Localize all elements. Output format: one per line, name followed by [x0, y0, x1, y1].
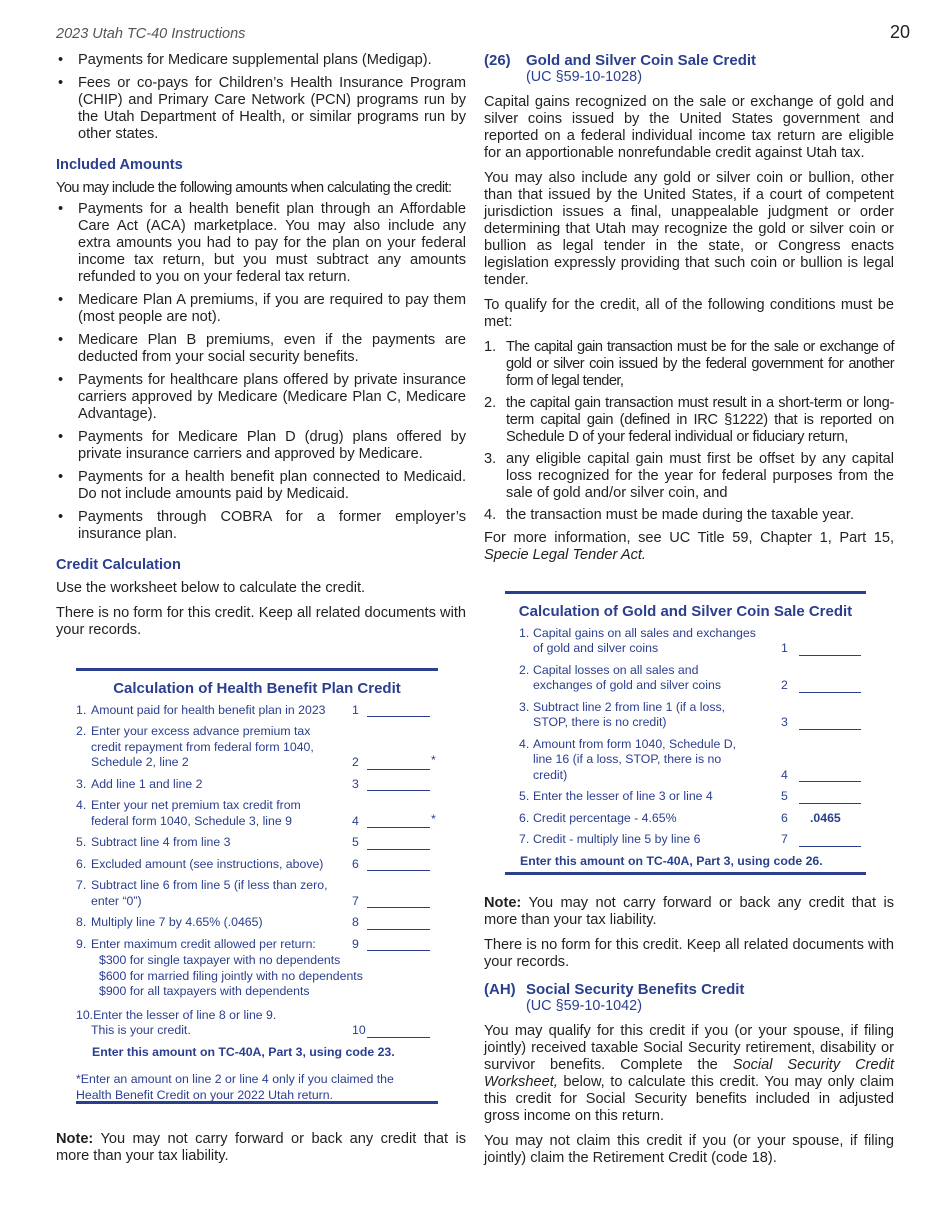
worksheet-line-number: 1. [76, 702, 87, 717]
worksheet-line-5 [505, 789, 866, 805]
worksheet-line-text: This is your credit. [91, 1023, 191, 1037]
list-item: • Payments for healthcare plans offered by private insurance carriers approved by Medicare (Medicare Plan C, Medicare Advantage). [56, 372, 466, 423]
worksheet-line-text: Add line 1 and line 2 [91, 776, 203, 791]
gold-silver-worksheet [505, 591, 866, 875]
list-item: • Payments for a health benefit plan through an Affordable Care Act (ACA) marketplace. You may also include any extra amounts you had to pay for the plan on your federal income tax return, but you must subtract any amounts refunded to you on your federal tax return. [56, 201, 466, 286]
worksheet-line-2 [76, 724, 438, 771]
credit-calc-paragraph: There is no form for this credit. Keep all related documents with your records. [56, 605, 466, 638]
worksheet-line-number: 1. [519, 625, 530, 640]
worksheet-line-text: Amount from form 1040, Schedule D, line 16 (if a loss, STOP, there is no credit) [533, 736, 736, 782]
list-item: • Fees or co-pays for Children’s Health Insurance Program (CHIP) and Primary Care Network (PCN) programs run by the Utah Department of Health, or similar programs run by other states. [56, 75, 466, 143]
list-item: 3. any eligible capital gain must first be offset by any capital loss recognized for the year for federal purposes from the sale of gold and/or silver coin, and [484, 451, 894, 501]
worksheet-line-label: 7 [781, 832, 788, 846]
worksheet-line-10 [76, 1008, 438, 1039]
worksheet-entry-blank[interactable] [367, 837, 430, 850]
credit-calc-paragraph: Use the worksheet below to calculate the credit. [56, 580, 366, 596]
right-lower [484, 895, 894, 1175]
worksheet-line-label: 9 [352, 936, 359, 951]
gold-paragraph: You may also include any gold or silver coin or bullion, other than that issued by the United States, if a court of competent jurisdiction issues a final, unappealable judgment or order determining that Utah may recognize the gold or silver coin or bullion as legal tender in the state, or Congress enacts legislation expressly providing that such coin or bullion is legal tender. [484, 170, 894, 288]
worksheet-line-label: 4 [352, 813, 359, 828]
list-item: • Payments for Medicare Plan D (drug) plans offered by private insurance carriers and approved by Medicare. [56, 429, 466, 463]
gold-paragraph: To qualify for the credit, all of the following conditions must be met: [484, 297, 894, 330]
worksheet-line-number: 4. [76, 798, 87, 812]
list-item: • Medicare Plan B premiums, even if the payments are deducted from your social security benefits. [56, 332, 466, 366]
worksheet-title: Calculation of Gold and Silver Coin Sale Credit [518, 603, 853, 620]
worksheet-line-text: Credit percentage - 4.65% [533, 810, 677, 825]
worksheet-line-number: 2. [519, 662, 530, 677]
worksheet-sub-text: $600 for married filing jointly with no dependents [99, 968, 363, 983]
worksheet-line-text: Enter your net premium tax credit from federal form 1040, Schedule 3, line 9 [91, 798, 301, 828]
worksheet-line-number: 3. [519, 699, 530, 714]
section-title: Gold and Silver Coin Sale Credit [526, 52, 757, 69]
health-benefit-worksheet [76, 668, 438, 1104]
included-bullet-list [56, 201, 466, 543]
ss-paragraph: You may not claim this credit if you (or your spouse, if filing jointly) claim the Retirement Credit (code 18). [484, 1133, 894, 1166]
worksheet-line-9-sub [76, 953, 438, 1000]
worksheet-title: Calculation of Health Benefit Plan Credit [113, 680, 401, 697]
worksheet-line-number: 5. [76, 835, 87, 849]
worksheet-line-label: 10 [352, 1023, 366, 1037]
worksheet-line-number: 6. [76, 856, 87, 871]
worksheet-line-number: 7. [76, 878, 87, 892]
excluded-bullet-list [56, 52, 466, 143]
note-label: Note: [56, 1131, 94, 1147]
worksheet-entry-blank[interactable] [367, 858, 430, 871]
worksheet-entry-blank[interactable] [367, 895, 430, 908]
worksheet-line-number: 7. [519, 832, 530, 846]
worksheet-value: .0465 [810, 810, 841, 825]
worksheet-line-4 [76, 798, 438, 829]
worksheet-line-text: Enter the lesser of line 8 or line 9. [93, 1007, 277, 1022]
worksheet-line-label: 1 [352, 702, 359, 717]
worksheet-entry-blank[interactable] [367, 917, 430, 930]
worksheet-line-label: 5 [781, 789, 788, 803]
worksheet-reference: Social Security Credit Worksheet, [484, 1057, 894, 1090]
worksheet-sub-text: $900 for all taxpayers with dependents [99, 984, 310, 998]
no-form-paragraph: There is no form for this credit. Keep all related documents with your records. [484, 937, 894, 970]
worksheet-entry-blank[interactable] [367, 815, 430, 828]
worksheet-line-text: Subtract line 6 from line 5 (if less than zero, enter “0”) [91, 878, 328, 908]
worksheet-entry-blank[interactable] [799, 717, 861, 730]
section-code: (AH) [484, 981, 516, 998]
worksheet-line-label: 5 [352, 835, 359, 849]
worksheet-footnote: *Enter an amount on line 2 or line 4 only if you claimed the Health Benefit Credit on your 2022 Utah return. [76, 1072, 394, 1102]
left-note [56, 1131, 466, 1165]
worksheet-line-2 [505, 663, 866, 694]
worksheet-entry-blank[interactable] [367, 778, 430, 791]
worksheet-line-number: 8. [76, 915, 87, 929]
worksheet-line-label: 1 [781, 641, 788, 655]
worksheet-entry-blank[interactable] [799, 680, 861, 693]
worksheet-line-number: 10. [76, 1007, 94, 1022]
worksheet-line-1 [505, 626, 866, 657]
credit-calculation-heading: Credit Calculation [56, 557, 181, 573]
note-text: You may not carry forward or back any credit that is more than your tax liability. [484, 895, 894, 928]
worksheet-enter-instruction: Enter this amount on TC-40A, Part 3, using code 26. [520, 853, 823, 868]
worksheet-line-label: 7 [352, 893, 359, 908]
more-info: For more information, see UC Title 59, Chapter 1, Part 15, Specie Legal Tender Act. [484, 530, 894, 563]
worksheet-entry-blank[interactable] [799, 834, 861, 847]
section-code: (26) [484, 52, 511, 69]
worksheet-line-6 [76, 857, 438, 873]
left-column [56, 52, 466, 647]
conditions-list [484, 339, 894, 524]
worksheet-enter-instruction: Enter this amount on TC-40A, Part 3, using code 23. [92, 1044, 395, 1059]
worksheet-line-text: Enter the lesser of line 3 or line 4 [533, 789, 713, 803]
included-intro: You may include the following amounts when calculating the credit: [56, 180, 452, 196]
worksheet-line-text: Credit - multiply line 5 by line 6 [533, 832, 701, 846]
section-title: Social Security Benefits Credit [526, 981, 745, 998]
worksheet-entry-blank[interactable] [367, 1025, 430, 1038]
worksheet-line-7 [76, 878, 438, 909]
ss-paragraph: You may qualify for this credit if you (or your spouse, if filing jointly) received taxable Social Security retirement, disability or survivor benefits. Complete the Social Security Credit Worksheet, below, to calculate this credit. You may only claim this credit for Social Security benefits included in adjusted gross income on this return. [484, 1023, 894, 1124]
running-header: 2023 Utah TC-40 Instructions [56, 26, 246, 42]
worksheet-line-text: Subtract line 4 from line 3 [91, 835, 231, 849]
worksheet-line-label: 2 [781, 678, 788, 692]
list-item: 4. the transaction must be made during the taxable year. [484, 507, 855, 523]
included-amounts-heading: Included Amounts [56, 157, 183, 173]
worksheet-line-3 [505, 700, 866, 731]
worksheet-line-text: Capital gains on all sales and exchanges of gold and silver coins [533, 625, 756, 655]
worksheet-line-4 [505, 737, 866, 784]
worksheet-line-label: 2 [352, 755, 359, 769]
worksheet-entry-blank[interactable] [799, 643, 861, 656]
worksheet-sub-text: $300 for single taxpayer with no dependents [99, 953, 341, 967]
worksheet-entry-blank[interactable] [367, 757, 430, 770]
gold-paragraph: Capital gains recognized on the sale or exchange of gold and silver coins issued by the United States government and reported on a federal individual income tax return are eligible for an apportionable nonrefundable credit against Utah tax. [484, 94, 894, 161]
statute-reference: (UC §59-10-1042) [526, 998, 642, 1014]
note-label: Note: [484, 895, 522, 911]
gold-section-heading [484, 52, 894, 69]
worksheet-line-text: Multiply line 7 by 4.65% (.0465) [91, 915, 263, 929]
worksheet-line-9 [76, 937, 438, 953]
worksheet-line-text: Capital losses on all sales and exchanges of gold and silver coins [533, 662, 721, 692]
right-column [484, 52, 894, 572]
note-text: You may not carry forward or back any credit that is more than your tax liability. [56, 1131, 466, 1164]
worksheet-line-text: Amount paid for health benefit plan in 2023 [91, 702, 326, 717]
worksheet-line-8 [76, 915, 438, 931]
worksheet-line-number: 2. [76, 724, 87, 738]
list-item: • Payments for a health benefit plan connected to Medicaid. Do not include amounts paid by Medicaid. [56, 469, 466, 503]
worksheet-entry-blank[interactable] [799, 769, 861, 782]
list-item: • Medicare Plan A premiums, if you are required to pay them (most people are not). [56, 292, 466, 326]
worksheet-line-6 [505, 811, 866, 827]
worksheet-line-1 [76, 703, 438, 719]
worksheet-line-text: Subtract line 2 from line 1 (if a loss, STOP, there is no credit) [533, 699, 726, 729]
worksheet-line-label: 4 [781, 767, 788, 782]
worksheet-entry-blank[interactable] [799, 791, 861, 804]
worksheet-line-label: 6 [352, 856, 359, 871]
worksheet-line-label: 3 [781, 715, 788, 729]
list-item: 1. The capital gain transaction must be for the sale or exchange of gold or silver coin issued by the federal government for another form of legal tender, [484, 339, 894, 389]
worksheet-entry-blank[interactable] [367, 938, 430, 951]
list-item: • Payments for Medicare supplemental plans (Medigap). [56, 52, 466, 69]
worksheet-line-text: Enter your excess advance premium tax credit repayment from federal form 1040, Schedule 2, line 2 [91, 724, 314, 769]
worksheet-line-text: Excluded amount (see instructions, above) [91, 856, 324, 871]
worksheet-line-number: 5. [519, 789, 530, 803]
ss-section-heading [484, 981, 894, 998]
worksheet-line-7 [505, 832, 866, 848]
statute-reference: (UC §59-10-1028) [526, 69, 642, 85]
worksheet-line-label: 3 [352, 776, 359, 791]
worksheet-line-label: 8 [352, 915, 359, 929]
worksheet-line-number: 4. [519, 736, 530, 751]
page-number: 20 [889, 22, 910, 42]
worksheet-line-3 [76, 777, 438, 793]
worksheet-asterisk: * [431, 811, 436, 826]
worksheet-line-5 [76, 835, 438, 851]
list-item: 2. the capital gain transaction must result in a short-term or long-term capital gain (defined in IRC §1222) that is reported on Schedule D of your federal individual or fiduciary return, [484, 395, 894, 445]
worksheet-line-text: Enter maximum credit allowed per return: [91, 936, 316, 951]
list-item: • Payments through COBRA for a former employer’s insurance plan. [56, 509, 466, 543]
worksheet-entry-blank[interactable] [367, 704, 430, 717]
worksheet-line-number: 9. [76, 936, 87, 951]
worksheet-line-number: 3. [76, 776, 87, 791]
worksheet-asterisk: * [431, 753, 436, 767]
worksheet-line-number: 6. [519, 810, 530, 825]
worksheet-line-label: 6 [781, 810, 788, 825]
